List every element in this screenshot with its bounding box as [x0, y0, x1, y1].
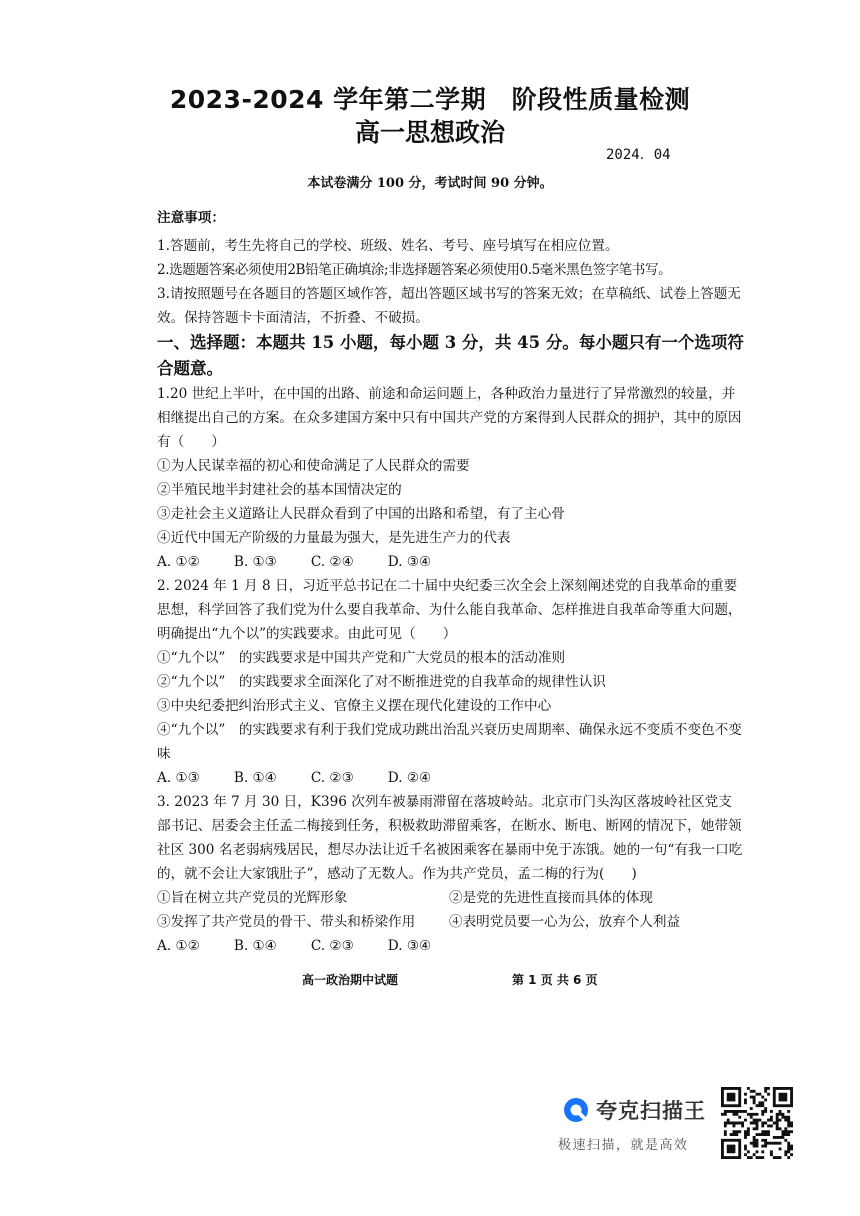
option-d: D. ②④ [387, 770, 432, 786]
question-statement: ④“九个以” 的实践要求有利于我们党成功跳出治乱兴衰历史周期率、确保永远不变质不变色不变味 [157, 722, 742, 762]
notice-item: 2.选题题答案必须使用2B铅笔正确填涂;非选择题答案必须使用0.5毫米黑色签字笔书写。 [157, 262, 672, 278]
exam-title: 2023-2024 学年第二学期 阶段性质量检测 [169, 85, 691, 114]
question-statement: ②“九个以” 的实践要求全面深化了对不断推进党的自我革命的规律性认识 [157, 674, 606, 690]
answer-options [157, 934, 745, 958]
answer-options [157, 550, 745, 574]
question-stem: 2. 2024 年 1 月 8 日，习近平总书记在二十届中央纪委三次全会上深刻阐述党的自我革命的重要思想，科学回答了我们党为什么要自我革命、为什么能自我革命、怎样推进自我革命等重大问题，明确提出“九个以”的实践要求。由此可见（ ） [157, 578, 742, 642]
scanner-brand-name: 夸克扫描王 [596, 1099, 706, 1123]
question-statement: ③走社会主义道路让人民群众看到了中国的出路和希望，有了主心骨 [157, 506, 565, 522]
exam-subject: 高一思想政治 [354, 118, 505, 147]
footer-exam-name: 高一政治期中试题 [302, 973, 399, 987]
option-b: B. ①④ [233, 938, 277, 954]
option-a: A. ①③ [157, 770, 200, 786]
option-b: B. ①③ [233, 554, 277, 570]
question-statement: ①“九个以” 的实践要求是中国共产党和广大党员的根本的活动准则 [157, 650, 566, 666]
notice-item: 3.请按照题号在各题目的答题区域作答，超出答题区域书写的答案无效；在草稿纸、试卷上答题无效。保持答题卡卡面清洁，不折叠、不破损。 [157, 286, 741, 326]
question-stem: 1.20 世纪上半叶，在中国的出路、前途和命运问题上，各种政治力量进行了异常激烈的较量，并相继提出自己的方案。在众多建国方案中只有中国共产党的方案得到人民群众的拥护，其中的原因有（ ） [157, 386, 742, 450]
option-c: C. ②③ [310, 938, 354, 954]
statement-row [157, 886, 745, 910]
section-heading: 一、选择题：本题共 15 小题，每小题 3 分，共 45 分。每小题只有一个选项符合题意。 [157, 333, 744, 378]
notice-heading: 注意事项： [157, 210, 225, 226]
quark-logo-icon [562, 1096, 590, 1124]
statement-row [157, 910, 745, 934]
exam-date: 2024．04 [606, 147, 671, 163]
notice-item: 1.答题前，考生先将自己的学校、班级、姓名、考号、座号填写在相应位置。 [157, 238, 619, 254]
qr-code-icon [720, 1087, 794, 1159]
question-statement: ②是党的先进性直接而具体的体现 [449, 890, 653, 906]
question-statement: ③中央纪委把纠治形式主义、官僚主义摆在现代化建设的工作中心 [157, 698, 552, 714]
scanner-slogan: 极速扫描，就是高效 [558, 1138, 689, 1153]
option-d: D. ③④ [387, 938, 432, 954]
option-a: A. ①② [157, 938, 200, 954]
footer-page-number: 第 1 页 共 6 页 [512, 973, 598, 987]
question-stem: 3. 2023 年 7 月 30 日，K396 次列车被暴雨滞留在落坡岭站。北京市门头沟区落坡岭社区党支部书记、居委会主任孟二梅接到任务，积极救助滞留乘客，在断水、断电、断网的情况下，她带领社区 300 名老弱病残居民，想尽办法让近千名被困乘客在暴雨中免于冻饿。她的一句“有我一口吃的，就不会让大家饿肚子”，感动了无数人。作为共产党员，孟二梅的行为( ) [157, 794, 743, 882]
answer-options [157, 766, 745, 790]
question-statement: ④表明党员要一心为公，放弃个人利益 [449, 914, 681, 930]
exam-content [157, 206, 745, 958]
question-statement: ③发挥了共产党员的骨干、带头和桥梁作用 [157, 914, 416, 930]
option-c: C. ②④ [310, 554, 354, 570]
option-b: B. ①④ [233, 770, 277, 786]
scanner-watermark [556, 1092, 716, 1156]
question-statement: ②半殖民地半封建社会的基本国情决定的 [157, 482, 402, 498]
question-statement: ①为人民谋幸福的初心和使命满足了人民群众的需要 [157, 458, 470, 474]
exam-intro: 本试卷满分 100 分，考试时间 90 分钟。 [307, 176, 553, 191]
option-c: C. ②③ [310, 770, 354, 786]
option-d: D. ③④ [387, 554, 432, 570]
question-statement: ④近代中国无产阶级的力量最为强大，是先进生产力的代表 [157, 530, 511, 546]
question-statement: ①旨在树立共产党员的光辉形象 [157, 890, 348, 906]
option-a: A. ①② [157, 554, 200, 570]
